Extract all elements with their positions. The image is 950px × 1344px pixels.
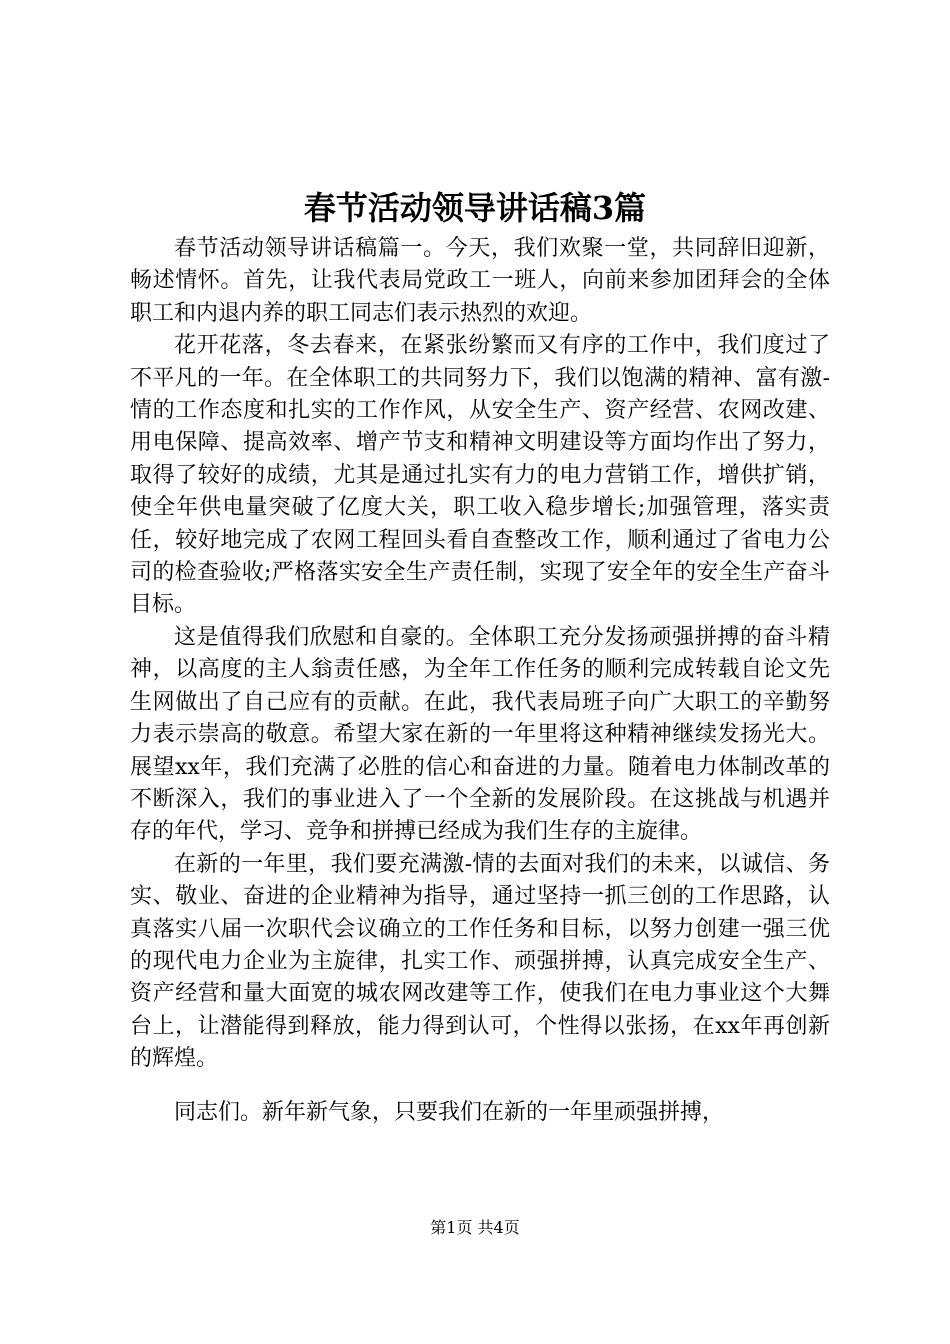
document-title: 春节活动领导讲话稿3篇 [303, 189, 647, 227]
paragraph-5: 同志们。新年新气象，只要我们在新的一年里顽强拼搏， [174, 1099, 725, 1125]
page-indicator: 第1页 共4页 [430, 1218, 520, 1237]
document-body [130, 233, 830, 1129]
paragraph-1: 春节活动领导讲话稿篇一。今天，我们欢聚一堂，共同辞旧迎新，畅述情怀。首先，让我代表局党政工一班人，向前来参加团拜会的全体职工和内退内养的职工同志们表示热烈的欢迎。 [130, 236, 830, 326]
paragraph-3: 这是值得我们欣慰和自豪的。全体职工充分发扬顽强拼搏的奋斗精神，以高度的主人翁责任感，为全年工作任务的顺利完成转载自论文先生网做出了自己应有的贡献。在此，我代表局班子向广大职工的辛勤努力表示崇高的敬意。希望大家在新的一年里将这种精神继续发扬光大。展望xx年，我们充满了必胜的信心和奋进的力量。随着电力体制改革的不断深入，我们的事业进入了一个全新的发展阶段。在这挑战与机遇并存的年代，学习、竞争和拼搏已经成为我们生存的主旋律。 [130, 624, 830, 845]
paragraph-2: 花开花落，冬去春来，在紧张纷繁而又有序的工作中，我们度过了不平凡的一年。在全体职工的共同努力下，我们以饱满的精神、富有激-情的工作态度和扎实的工作作风，从安全生产、资产经营、农网改建、用电保障、提高效率、增产节支和精神文明建设等方面均作出了努力，取得了较好的成绩，尤其是通过扎实有力的电力营销工作，增供扩销，使全年供电量突破了亿度大关，职工收入稳步增长;加强管理，落实责任，较好地完成了农网工程回头看自查整改工作，顺利通过了省电力公司的检查验收;严格落实安全生产责任制，实现了安全年的安全生产奋斗目标。 [130, 333, 830, 618]
paragraph-4: 在新的一年里，我们要充满激-情的去面对我们的未来，以诚信、务实、敬业、奋进的企业精神为指导，通过坚持一抓三创的工作思路，认真落实八届一次职代会议确立的工作任务和目标，以努力创建一强三优的现代电力企业为主旋律，扎实工作、顽强拼搏，认真完成安全生产、资产经营和量大面宽的城农网改建等工作，使我们在电力事业这个大舞台上，让潜能得到释放，能力得到认可，个性得以张扬，在xx年再创新的辉煌。 [130, 851, 830, 1072]
